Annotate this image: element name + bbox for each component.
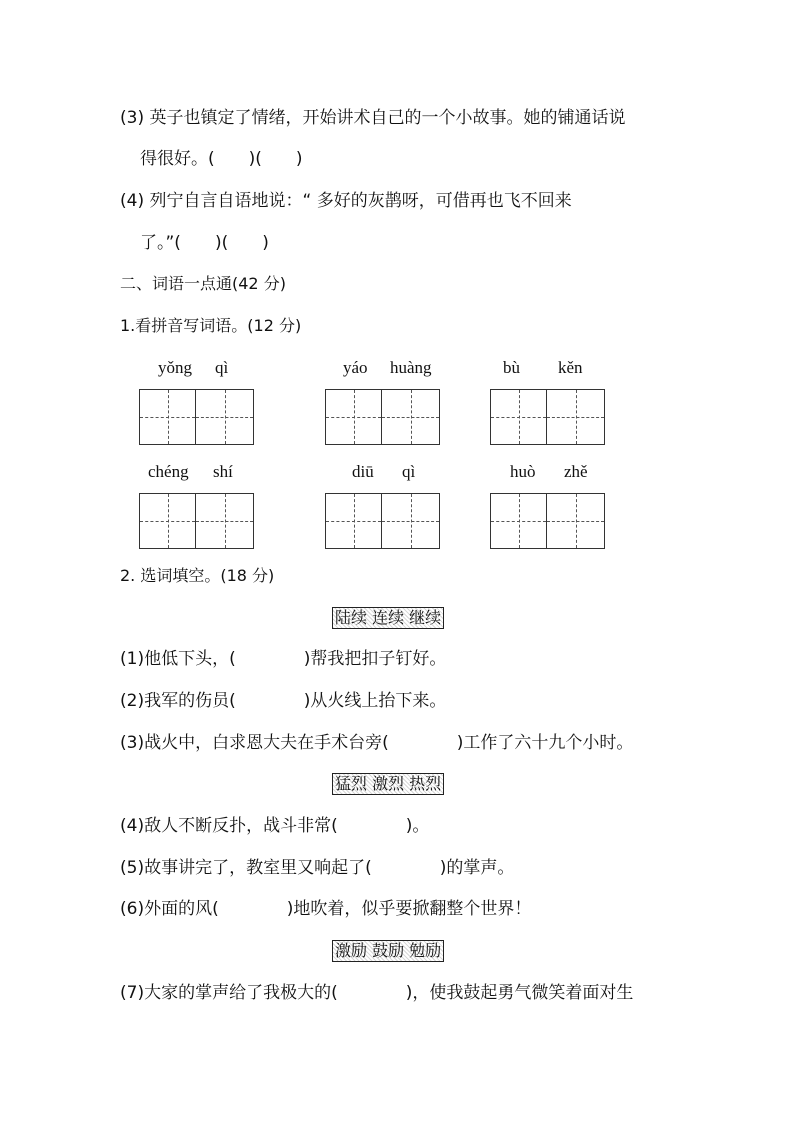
question-3-line1: (3) 英子也镇定了情绪，开始讲术自己的一个小故事。她的铺通话说	[120, 108, 626, 128]
grid-cell[interactable]	[490, 493, 547, 549]
writing-grid[interactable]	[325, 493, 440, 549]
pinyin-2a: yáo	[343, 358, 368, 377]
pinyin-2b: huàng	[390, 358, 432, 377]
pinyin-5a: diū	[352, 462, 374, 481]
question-4-line2: 了。”( )( )	[140, 233, 269, 253]
pinyin-1b: qì	[215, 358, 229, 377]
fill-item-2: (2)我军的伤员( )从火线上抬下来。	[120, 691, 447, 711]
pinyin-5b: qì	[402, 462, 416, 481]
grid-cell[interactable]	[196, 389, 254, 445]
grid-cell[interactable]	[325, 493, 382, 549]
grid-cell[interactable]	[139, 493, 196, 549]
grid-cell[interactable]	[382, 493, 440, 549]
grid-cell[interactable]	[547, 389, 605, 445]
pinyin-6b: zhě	[564, 462, 588, 481]
fill-item-3: (3)战火中，白求恩大夫在手术台旁( )工作了六十九个小时。	[120, 733, 634, 753]
question-4-line1: (4) 列宁自言自语地说：“ 多好的灰鹊呀，可借再也飞不回来	[120, 191, 572, 211]
fill-item-5: (5)故事讲完了，教室里又响起了( )的掌声。	[120, 858, 515, 878]
writing-grid[interactable]	[325, 389, 440, 445]
pinyin-3a: bù	[503, 358, 520, 377]
grid-cell[interactable]	[382, 389, 440, 445]
grid-cell[interactable]	[490, 389, 547, 445]
section-heading: 二、词语一点通(42 分)	[120, 274, 286, 293]
pinyin-4b: shí	[213, 462, 233, 481]
grid-cell[interactable]	[139, 389, 196, 445]
pinyin-4a: chéng	[148, 462, 189, 481]
writing-grid[interactable]	[490, 389, 605, 445]
pinyin-6a: huò	[510, 462, 536, 481]
word-choice-box: 陆续 连续 继续	[332, 607, 444, 629]
writing-grid[interactable]	[139, 493, 254, 549]
fill-item-4: (4)敌人不断反扑，战斗非常( )。	[120, 816, 430, 836]
fill-item-6: (6)外面的风( )地吹着，似乎要掀翻整个世界！	[120, 899, 532, 919]
pinyin-1a: yǒng	[158, 358, 192, 377]
question-3-line2: 得很好。( )( )	[140, 149, 303, 169]
grid-cell[interactable]	[196, 493, 254, 549]
grid-cell[interactable]	[547, 493, 605, 549]
q1-title: 1.看拼音写词语。(12 分)	[120, 316, 302, 335]
word-choice-box: 激励 鼓励 勉励	[332, 940, 444, 962]
writing-grid[interactable]	[139, 389, 254, 445]
pinyin-3b: kěn	[558, 358, 583, 377]
writing-grid[interactable]	[490, 493, 605, 549]
fill-item-7: (7)大家的掌声给了我极大的( )，使我鼓起勇气微笑着面对生	[120, 983, 634, 1003]
grid-cell[interactable]	[325, 389, 382, 445]
fill-item-1: (1)他低下头，( )帮我把扣子钉好。	[120, 649, 447, 669]
word-choice-box: 猛烈 激烈 热烈	[332, 773, 444, 795]
q2-title: 2. 选词填空。(18 分)	[120, 566, 275, 585]
